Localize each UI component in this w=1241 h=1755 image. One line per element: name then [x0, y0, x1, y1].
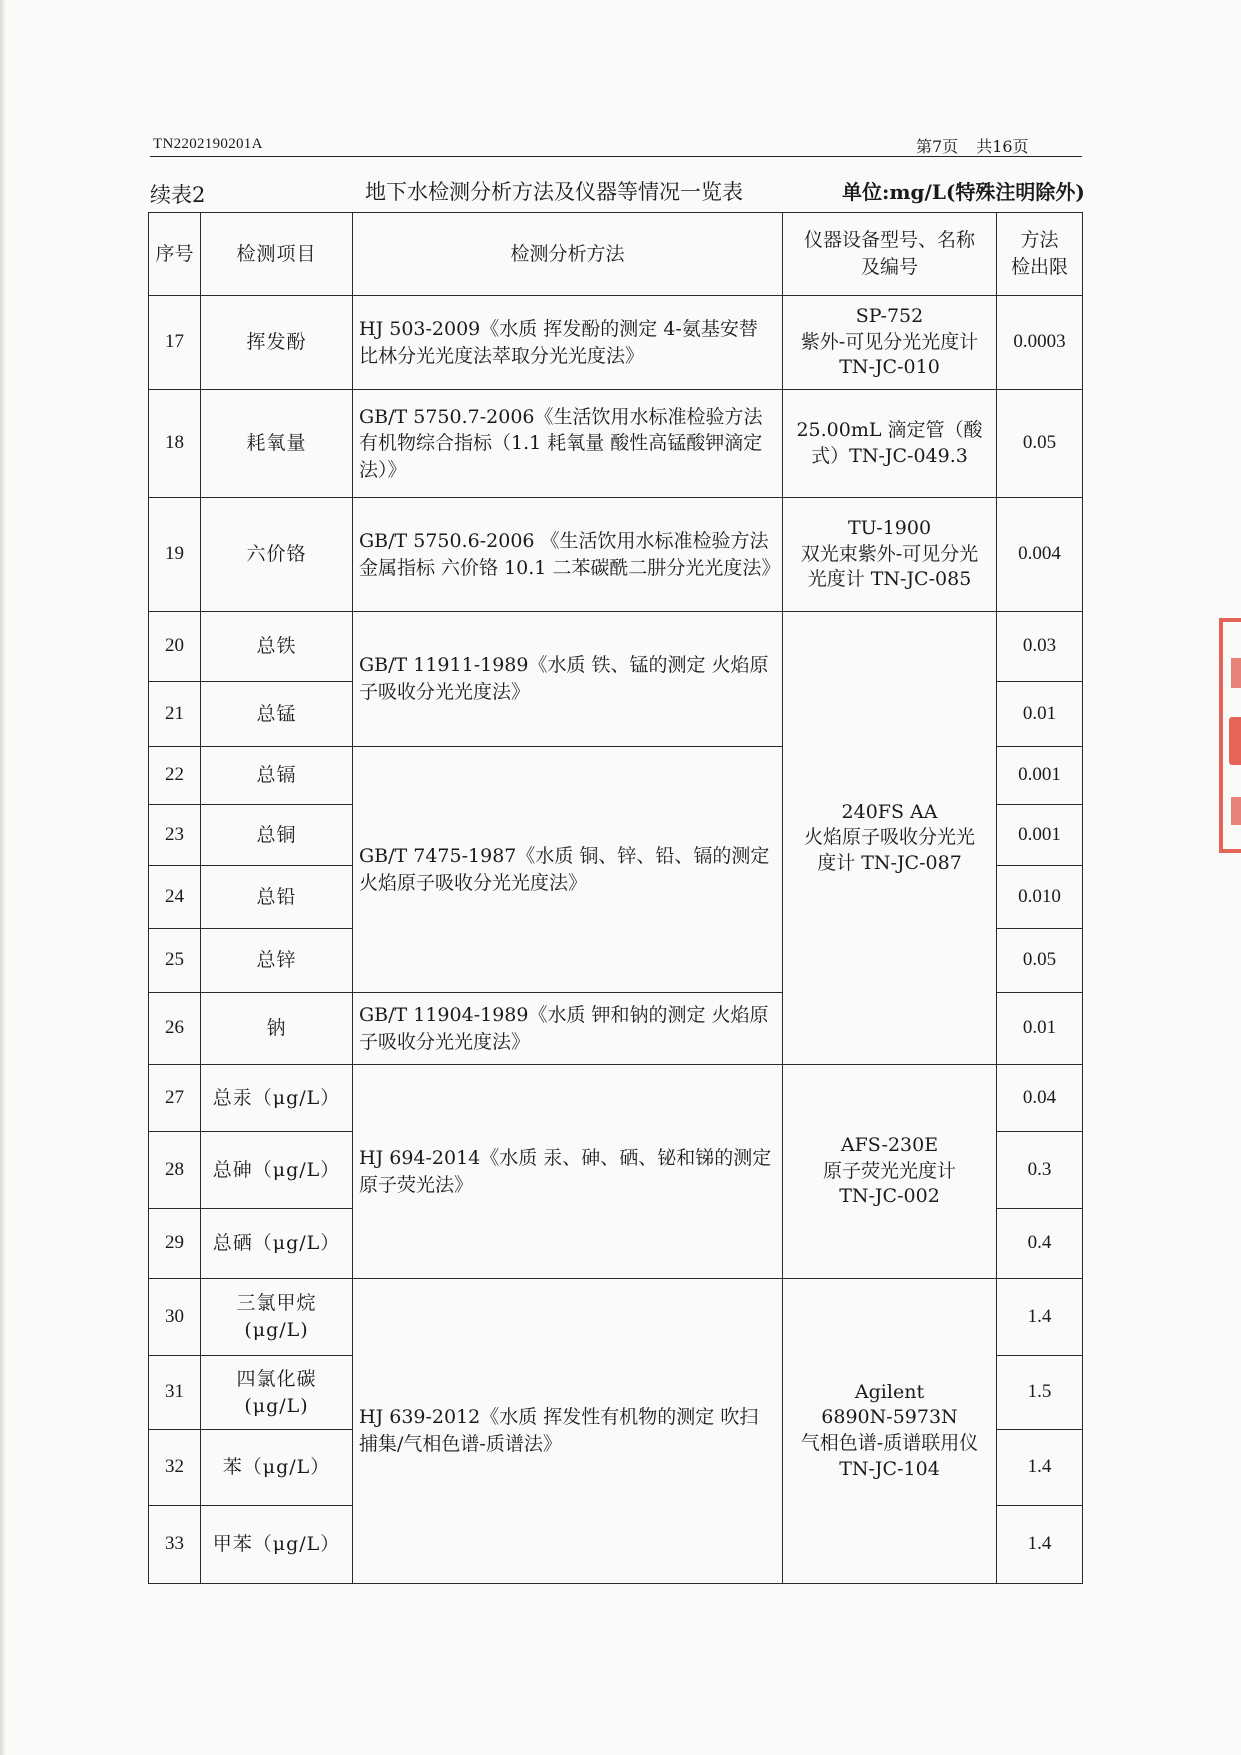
test-item-line1: 四氯化碳 [236, 1367, 317, 1390]
row-number: 30 [149, 1279, 201, 1356]
table-header-row [149, 213, 1083, 296]
col-header-no: 序号 [149, 213, 201, 296]
page-total: 共16页 [976, 137, 1029, 156]
detection-limit: 0.3 [997, 1132, 1083, 1209]
row-number: 20 [149, 612, 201, 682]
test-item: 总汞（μg/L） [201, 1065, 353, 1132]
test-item-line1: 三氯甲烷 [236, 1292, 317, 1315]
instrument [783, 612, 997, 1065]
table-row [149, 612, 1083, 682]
test-item: 钠 [201, 993, 353, 1065]
analysis-method: HJ 694-2014《水质 汞、砷、硒、铋和锑的测定 原子荧光法》 [353, 1065, 783, 1279]
test-item: 总砷（μg/L） [201, 1132, 353, 1209]
header-rule [150, 156, 1082, 157]
instrument-name: 气相色谱-质谱联用仪 [800, 1432, 979, 1454]
row-number: 32 [149, 1430, 201, 1506]
test-item-line2: (μg/L) [244, 1319, 309, 1341]
instrument-line2: 式）TN-JC-049.3 [811, 444, 968, 467]
row-number: 29 [149, 1209, 201, 1279]
instrument-model: AFS-230E [840, 1134, 939, 1157]
analysis-method: GB/T 7475-1987《水质 铜、锌、铅、镉的测定 火焰原子吸收分光光度法》 [353, 747, 783, 993]
row-number: 22 [149, 747, 201, 805]
row-number: 19 [149, 498, 201, 612]
scan-edge [0, 0, 6, 1755]
row-number: 28 [149, 1132, 201, 1209]
analysis-method: GB/T 11911-1989《水质 铁、锰的测定 火焰原子吸收分光光度法》 [353, 612, 783, 747]
report-number: TN2202190201A [153, 136, 263, 152]
detection-limit: 0.010 [997, 866, 1083, 929]
col-header-instrument-line2: 及编号 [860, 256, 918, 278]
seal-mark [1231, 658, 1241, 688]
instrument-name: 紫外-可见分光光度计 [800, 330, 979, 353]
test-item: 总铜 [201, 805, 353, 866]
test-item: 总铅 [201, 866, 353, 929]
red-seal-fragment [1219, 618, 1241, 853]
table-row [149, 296, 1083, 390]
detection-limit: 0.0003 [997, 296, 1083, 390]
instrument [783, 1065, 997, 1279]
detection-limit: 0.4 [997, 1209, 1083, 1279]
test-item: 苯（μg/L） [201, 1430, 353, 1506]
row-number: 18 [149, 390, 201, 498]
table-row [149, 1065, 1083, 1132]
analysis-method: HJ 503-2009《水质 挥发酚的测定 4-氨基安替比林分光光度法萃取分光光度法》 [353, 296, 783, 390]
seal-mark [1229, 717, 1241, 765]
instrument [783, 1279, 997, 1584]
detection-limit: 1.4 [997, 1506, 1083, 1584]
instrument-id: TN-JC-104 [839, 1457, 940, 1480]
test-item: 总镉 [201, 747, 353, 805]
col-header-instrument-line1: 仪器设备型号、名称 [803, 229, 975, 252]
row-number: 33 [149, 1506, 201, 1584]
row-number: 23 [149, 805, 201, 866]
detection-limit: 0.04 [997, 1065, 1083, 1132]
detection-limit: 0.01 [997, 682, 1083, 747]
test-item: 总铁 [201, 612, 353, 682]
detection-limit: 0.001 [997, 747, 1083, 805]
page-indicator [916, 134, 1029, 157]
detection-limit: 0.05 [997, 390, 1083, 498]
instrument-name: 双光束紫外-可见分光 [800, 542, 979, 565]
col-header-limit-line1: 方法 [1020, 229, 1059, 252]
row-number: 27 [149, 1065, 201, 1132]
methods-table [148, 212, 1083, 1584]
instrument-id: TN-JC-010 [839, 356, 940, 379]
instrument [783, 296, 997, 390]
detection-limit: 0.004 [997, 498, 1083, 612]
test-item [201, 1356, 353, 1430]
instrument-name: 火焰原子吸收分光光 [803, 826, 975, 849]
detection-limit: 0.05 [997, 929, 1083, 993]
test-item: 甲苯（μg/L） [201, 1506, 353, 1584]
seal-mark [1231, 797, 1241, 825]
col-header-method: 检测分析方法 [353, 213, 783, 296]
row-number: 31 [149, 1356, 201, 1430]
instrument-line1: 25.00mL 滴定管（酸 [796, 418, 983, 441]
instrument [783, 498, 997, 612]
instrument-id: 度计 TN-JC-087 [817, 851, 962, 874]
row-number: 21 [149, 682, 201, 747]
analysis-method: HJ 639-2012《水质 挥发性有机物的测定 吹扫捕集/气相色谱-质谱法》 [353, 1279, 783, 1584]
continued-table-label: 续表2 [150, 183, 206, 207]
instrument-brand: Agilent [854, 1380, 925, 1403]
test-item: 总硒（μg/L） [201, 1209, 353, 1279]
col-header-limit [997, 213, 1083, 296]
table-title: 地下水检测分析方法及仪器等情况一览表 [365, 180, 743, 204]
test-item: 总锰 [201, 682, 353, 747]
instrument [783, 390, 997, 498]
analysis-method: GB/T 5750.6-2006 《生活饮用水标准检验方法 金属指标 六价铬 10.1 二苯碳酰二肼分光光度法》 [353, 498, 783, 612]
detection-limit: 0.03 [997, 612, 1083, 682]
detection-limit: 0.01 [997, 993, 1083, 1065]
analysis-method: GB/T 11904-1989《水质 钾和钠的测定 火焰原子吸收分光光度法》 [353, 993, 783, 1065]
table-row [149, 498, 1083, 612]
analysis-method: GB/T 5750.7-2006《生活饮用水标准检验方法 有机物综合指标（1.1 耗氧量 酸性高锰酸钾滴定法）》 [353, 390, 783, 498]
instrument-id: TN-JC-002 [839, 1185, 940, 1208]
instrument-model: SP-752 [855, 305, 924, 328]
col-header-instrument [783, 213, 997, 296]
instrument-name: 原子荧光光度计 [822, 1159, 956, 1182]
col-header-limit-line2: 检出限 [1010, 256, 1068, 278]
unit-note: 单位:mg/L(特殊注明除外) [842, 180, 1085, 204]
test-item [201, 1279, 353, 1356]
detection-limit: 1.4 [997, 1430, 1083, 1506]
table-row [149, 1279, 1083, 1356]
test-item: 六价铬 [201, 498, 353, 612]
detection-limit: 0.001 [997, 805, 1083, 866]
instrument-model: 6890N-5973N [821, 1406, 958, 1429]
test-item-line2: (μg/L) [244, 1394, 309, 1417]
test-item: 挥发酚 [201, 296, 353, 390]
detection-limit: 1.5 [997, 1356, 1083, 1430]
instrument-id: 光度计 TN-JC-085 [807, 568, 972, 591]
instrument-model: TU-1900 [847, 517, 932, 540]
col-header-item: 检测项目 [201, 213, 353, 296]
row-number: 17 [149, 296, 201, 390]
row-number: 24 [149, 866, 201, 929]
row-number: 25 [149, 929, 201, 993]
detection-limit: 1.4 [997, 1279, 1083, 1356]
row-number: 26 [149, 993, 201, 1065]
instrument-model: 240FS AA [841, 800, 938, 823]
table-row [149, 390, 1083, 498]
test-item: 总锌 [201, 929, 353, 993]
page-current: 第7页 [916, 137, 959, 156]
test-item: 耗氧量 [201, 390, 353, 498]
